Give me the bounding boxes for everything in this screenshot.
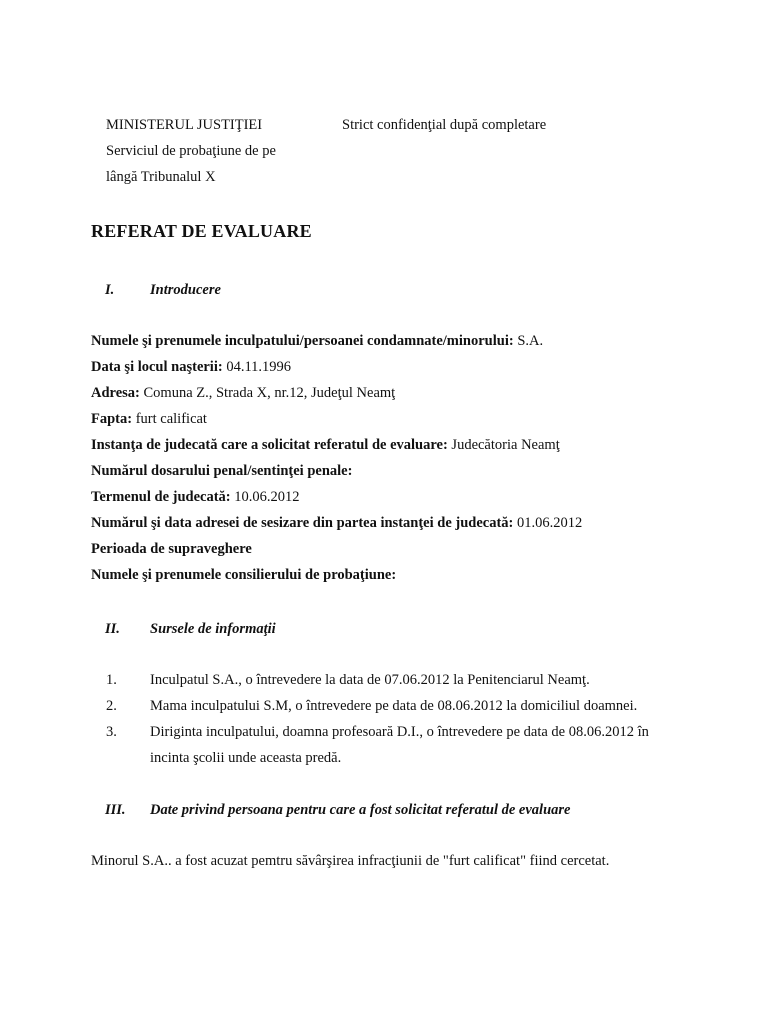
- field-label: Numele şi prenumele consilierului de probaţiune:: [91, 567, 397, 583]
- field-row: [91, 358, 291, 376]
- field-value: S.A.: [513, 333, 544, 349]
- field-value: 01.06.2012: [513, 515, 583, 531]
- field-row: [91, 566, 396, 584]
- field-row: [91, 410, 207, 428]
- field-label: Data şi locul naşterii:: [91, 359, 223, 375]
- field-label: Numărul dosarului penal/sentinţei penale:: [91, 463, 353, 479]
- list-item-text: Diriginta inculpatului, doamna profesoară D.I., o întrevedere pe data de 08.06.2012 în: [150, 724, 649, 740]
- field-label: Fapta:: [91, 411, 133, 427]
- field-row: [91, 384, 395, 402]
- section-3-numeral: III.: [105, 802, 126, 818]
- list-item-text-continuation: incinta şcolii unde aceasta predă.: [150, 750, 342, 766]
- section-3-paragraph: Minorul S.A.. a fost acuzat pemtru săvârşirea infracţiunii de "furt calificat" fiind cercetat.: [91, 853, 610, 869]
- field-row: [91, 488, 300, 506]
- field-label: Instanţa de judecată care a solicitat referatul de evaluare:: [91, 437, 448, 453]
- field-row: [91, 540, 252, 558]
- field-label: Numărul şi data adresei de sesizare din partea instanţei de judecată:: [91, 515, 514, 531]
- list-item-number: 3.: [106, 724, 117, 740]
- field-label: Perioada de supraveghere: [91, 541, 252, 557]
- field-label: Termenul de judecată:: [91, 489, 231, 505]
- field-value: Comuna Z., Strada X, nr.12, Judeţul Neamţ: [139, 385, 396, 401]
- field-value: furt calificat: [132, 411, 207, 427]
- section-2-heading: Sursele de informaţii: [150, 621, 276, 637]
- service-line-1: Serviciul de probaţiune de pe: [106, 143, 276, 159]
- document-title: REFERAT DE EVALUARE: [91, 221, 312, 241]
- list-item-number: 2.: [106, 698, 117, 714]
- service-line-2: lângă Tribunalul X: [106, 169, 216, 185]
- field-label: Adresa:: [91, 385, 140, 401]
- ministry-name: MINISTERUL JUSTIŢIEI: [106, 117, 263, 133]
- list-item-number: 1.: [106, 672, 117, 688]
- list-item-text: Mama inculpatului S.M, o întrevedere pe data de 08.06.2012 la domiciliul doamnei.: [150, 698, 638, 714]
- field-value: 04.11.1996: [222, 359, 292, 375]
- field-row: [91, 332, 543, 350]
- section-3-heading: Date privind persoana pentru care a fost solicitat referatul de evaluare: [150, 802, 571, 818]
- confidential-note: Strict confidenţial după completare: [342, 117, 547, 133]
- field-row: [91, 436, 560, 454]
- field-value: Judecătoria Neamţ: [447, 437, 560, 453]
- section-1-numeral: I.: [105, 282, 115, 298]
- section-1-heading: Introducere: [150, 282, 221, 298]
- field-row: [91, 462, 352, 480]
- list-item-text: Inculpatul S.A., o întrevedere la data de 07.06.2012 la Penitenciarul Neamţ.: [150, 672, 590, 688]
- section-2-numeral: II.: [105, 621, 120, 637]
- field-label: Numele şi prenumele inculpatului/persoanei condamnate/minorului:: [91, 333, 514, 349]
- field-row: [91, 514, 582, 532]
- field-value: 10.06.2012: [230, 489, 300, 505]
